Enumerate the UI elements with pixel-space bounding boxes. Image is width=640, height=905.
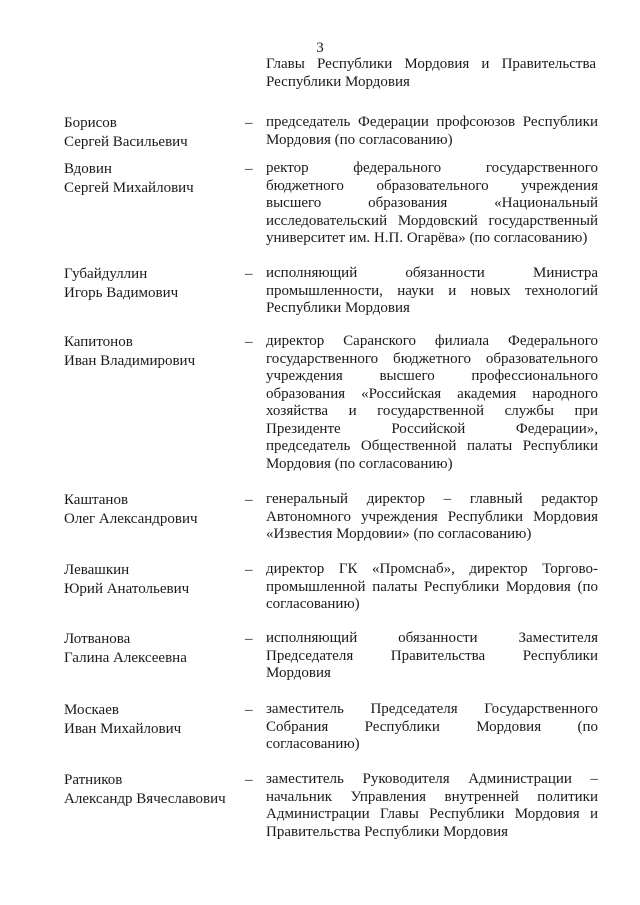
position-line: заместитель Председателя Государственного bbox=[266, 701, 598, 717]
member-position bbox=[266, 561, 598, 614]
position-line: Президенте Российской Федерации», bbox=[266, 420, 598, 437]
position-line: промышленности, науки и новых технологий bbox=[266, 282, 598, 299]
member-name bbox=[64, 491, 244, 529]
position-line: ректор федерального государственного bbox=[266, 160, 598, 176]
position-line: Республики Мордовия bbox=[266, 300, 410, 316]
member-surname: Борисов bbox=[64, 115, 117, 131]
member-surname: Губайдуллин bbox=[64, 266, 148, 282]
position-line: согласованию) bbox=[266, 596, 360, 612]
member-position bbox=[266, 265, 598, 318]
position-line: «Известия Мордовии» (по согласованию) bbox=[266, 526, 532, 542]
member-position bbox=[266, 333, 598, 473]
member-surname: Лотванова bbox=[64, 631, 131, 647]
member-name bbox=[64, 160, 244, 198]
member-given-name: Олег Александрович bbox=[64, 511, 198, 527]
member-name bbox=[64, 701, 244, 739]
member-given-name: Игорь Вадимович bbox=[64, 285, 179, 301]
member-name bbox=[64, 114, 244, 152]
continuation-text: Главы Республики Мордовия и Правительства Республики Мордовия bbox=[266, 56, 596, 90]
position-line: бюджетного образовательного учреждения bbox=[266, 177, 598, 194]
entry-dash: – bbox=[245, 492, 253, 508]
member-given-name: Иван Владимирович bbox=[64, 353, 196, 369]
member-given-name: Галина Алексеевна bbox=[64, 650, 187, 666]
position-line: государственного бюджетного образовательного bbox=[266, 350, 598, 367]
position-line: Автономного учреждения Республики Мордовия bbox=[266, 508, 598, 525]
entry-dash: – bbox=[245, 631, 253, 647]
member-surname: Москаев bbox=[64, 702, 119, 718]
entry-dash: – bbox=[245, 266, 253, 282]
member-given-name: Сергей Васильевич bbox=[64, 134, 188, 150]
member-name bbox=[64, 561, 244, 599]
position-line: Правительства Республики Мордовия bbox=[266, 823, 509, 840]
position-line: председатель Федерации профсоюзов Республики bbox=[266, 114, 598, 130]
member-position bbox=[266, 630, 598, 683]
member-position bbox=[266, 701, 598, 754]
member-surname: Капитонов bbox=[64, 334, 133, 350]
member-position bbox=[266, 491, 598, 544]
member-name bbox=[64, 771, 244, 809]
entry-dash: – bbox=[245, 334, 253, 350]
member-given-name: Иван Михайлович bbox=[64, 721, 182, 737]
member-surname: Левашкин bbox=[64, 562, 130, 578]
entry-dash: – bbox=[245, 772, 253, 788]
position-line: начальник Управления внутренней политики bbox=[266, 788, 598, 805]
position-line: исследовательский Мордовский государственный bbox=[266, 212, 598, 229]
position-line: Мордовия (по согласованию) bbox=[266, 455, 453, 472]
position-line: директор ГК «Промснаб», директор Торгово- bbox=[266, 561, 598, 577]
member-position bbox=[266, 160, 598, 248]
position-line: Мордовия bbox=[266, 665, 331, 681]
position-line: Администрации Главы Республики Мордовия и bbox=[266, 806, 598, 822]
entry-dash: – bbox=[245, 161, 253, 177]
entry-dash: – bbox=[245, 702, 253, 718]
member-given-name: Сергей Михайлович bbox=[64, 180, 194, 196]
member-given-name: Александр Вячеславович bbox=[64, 791, 226, 807]
member-surname: Вдовин bbox=[64, 161, 112, 177]
position-line: Председателя Правительства Республики bbox=[266, 647, 598, 664]
page-number: 3 bbox=[316, 40, 324, 56]
member-surname: Каштанов bbox=[64, 492, 129, 508]
position-line: Мордовия (по согласованию) bbox=[266, 131, 453, 148]
position-line: председатель Общественной палаты Республики bbox=[266, 438, 598, 454]
member-position bbox=[266, 114, 598, 149]
position-line: согласованию) bbox=[266, 736, 360, 752]
member-name bbox=[64, 265, 244, 303]
position-line: промышленной палаты Республики Мордовия (по bbox=[266, 578, 598, 595]
position-line: образования «Российская академия народного bbox=[266, 385, 598, 402]
entry-dash: – bbox=[245, 562, 253, 578]
position-line: исполняющий обязанности Министра bbox=[266, 265, 598, 281]
position-line: генеральный директор – главный редактор bbox=[266, 491, 598, 507]
entry-dash: – bbox=[245, 115, 253, 131]
position-line: высшего образования «Национальный bbox=[266, 195, 598, 211]
member-given-name: Юрий Анатольевич bbox=[64, 581, 190, 597]
position-line: учреждения высшего профессионального bbox=[266, 368, 598, 384]
member-position bbox=[266, 771, 598, 841]
member-surname: Ратников bbox=[64, 772, 123, 788]
position-line: университет им. Н.П. Огарёва» (по согласованию) bbox=[266, 230, 588, 246]
member-name bbox=[64, 630, 244, 668]
member-name bbox=[64, 333, 244, 371]
position-line: заместитель Руководителя Администрации – bbox=[266, 771, 598, 787]
position-line: исполняющий обязанности Заместителя bbox=[266, 630, 598, 646]
position-line: директор Саранского филиала Федерального bbox=[266, 333, 598, 349]
position-line: Собрания Республики Мордовия (по bbox=[266, 718, 598, 735]
position-line: хозяйства и государственной службы при bbox=[266, 403, 598, 419]
